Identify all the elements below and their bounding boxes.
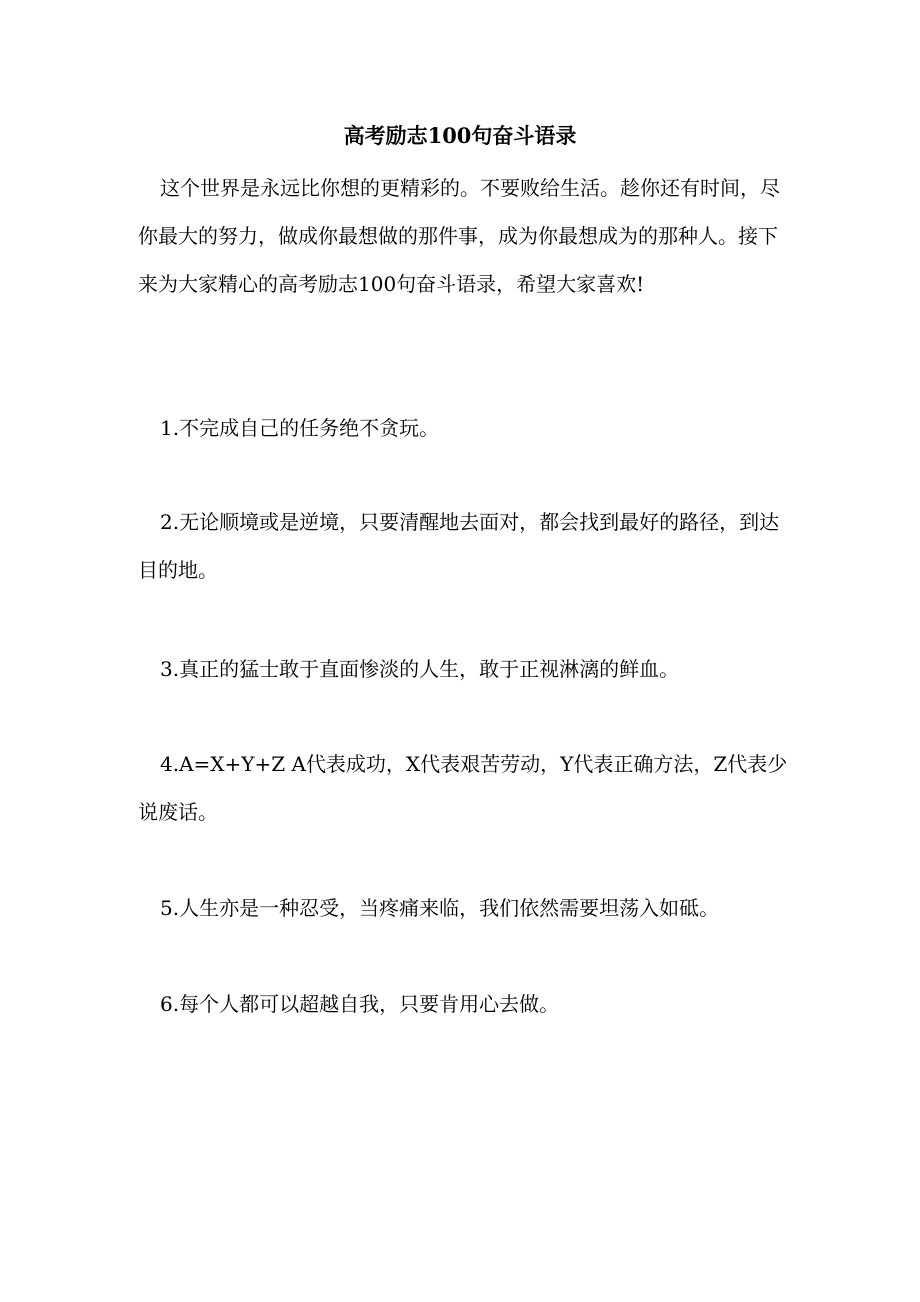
quote-item-2: 2.无论顺境或是逆境，只要清醒地去面对，都会找到最好的路径，到达目的地。 — [138, 510, 780, 582]
quote-item-3: 3.真正的猛士敢于直面惨淡的人生，敢于正视淋漓的鲜血。 — [160, 657, 680, 681]
quote-item-1: 1.不完成自己的任务绝不贪玩。 — [160, 416, 440, 440]
quote-item-6: 6.每个人都可以超越自我，只要肯用心去做。 — [160, 992, 560, 1016]
quote-item-5: 5.人生亦是一种忍受，当疼痛来临，我们依然需要坦荡入如砥。 — [160, 896, 720, 920]
quote-item-4: 4.A=X+Y+Z A代表成功，X代表艰苦劳动，Y代表正确方法，Z代表少说废话。 — [138, 752, 788, 824]
page-title: 高考励志100句奋斗语录 — [343, 123, 577, 148]
intro-paragraph: 这个世界是永远比你想的更精彩的。不要败给生活。趁你还有时间，尽你最大的努力，做成你最想做的那件事，成为你最想成为的那种人。接下来为大家精心的高考励志100句奋斗语录，希望大家喜欢! — [138, 176, 780, 296]
